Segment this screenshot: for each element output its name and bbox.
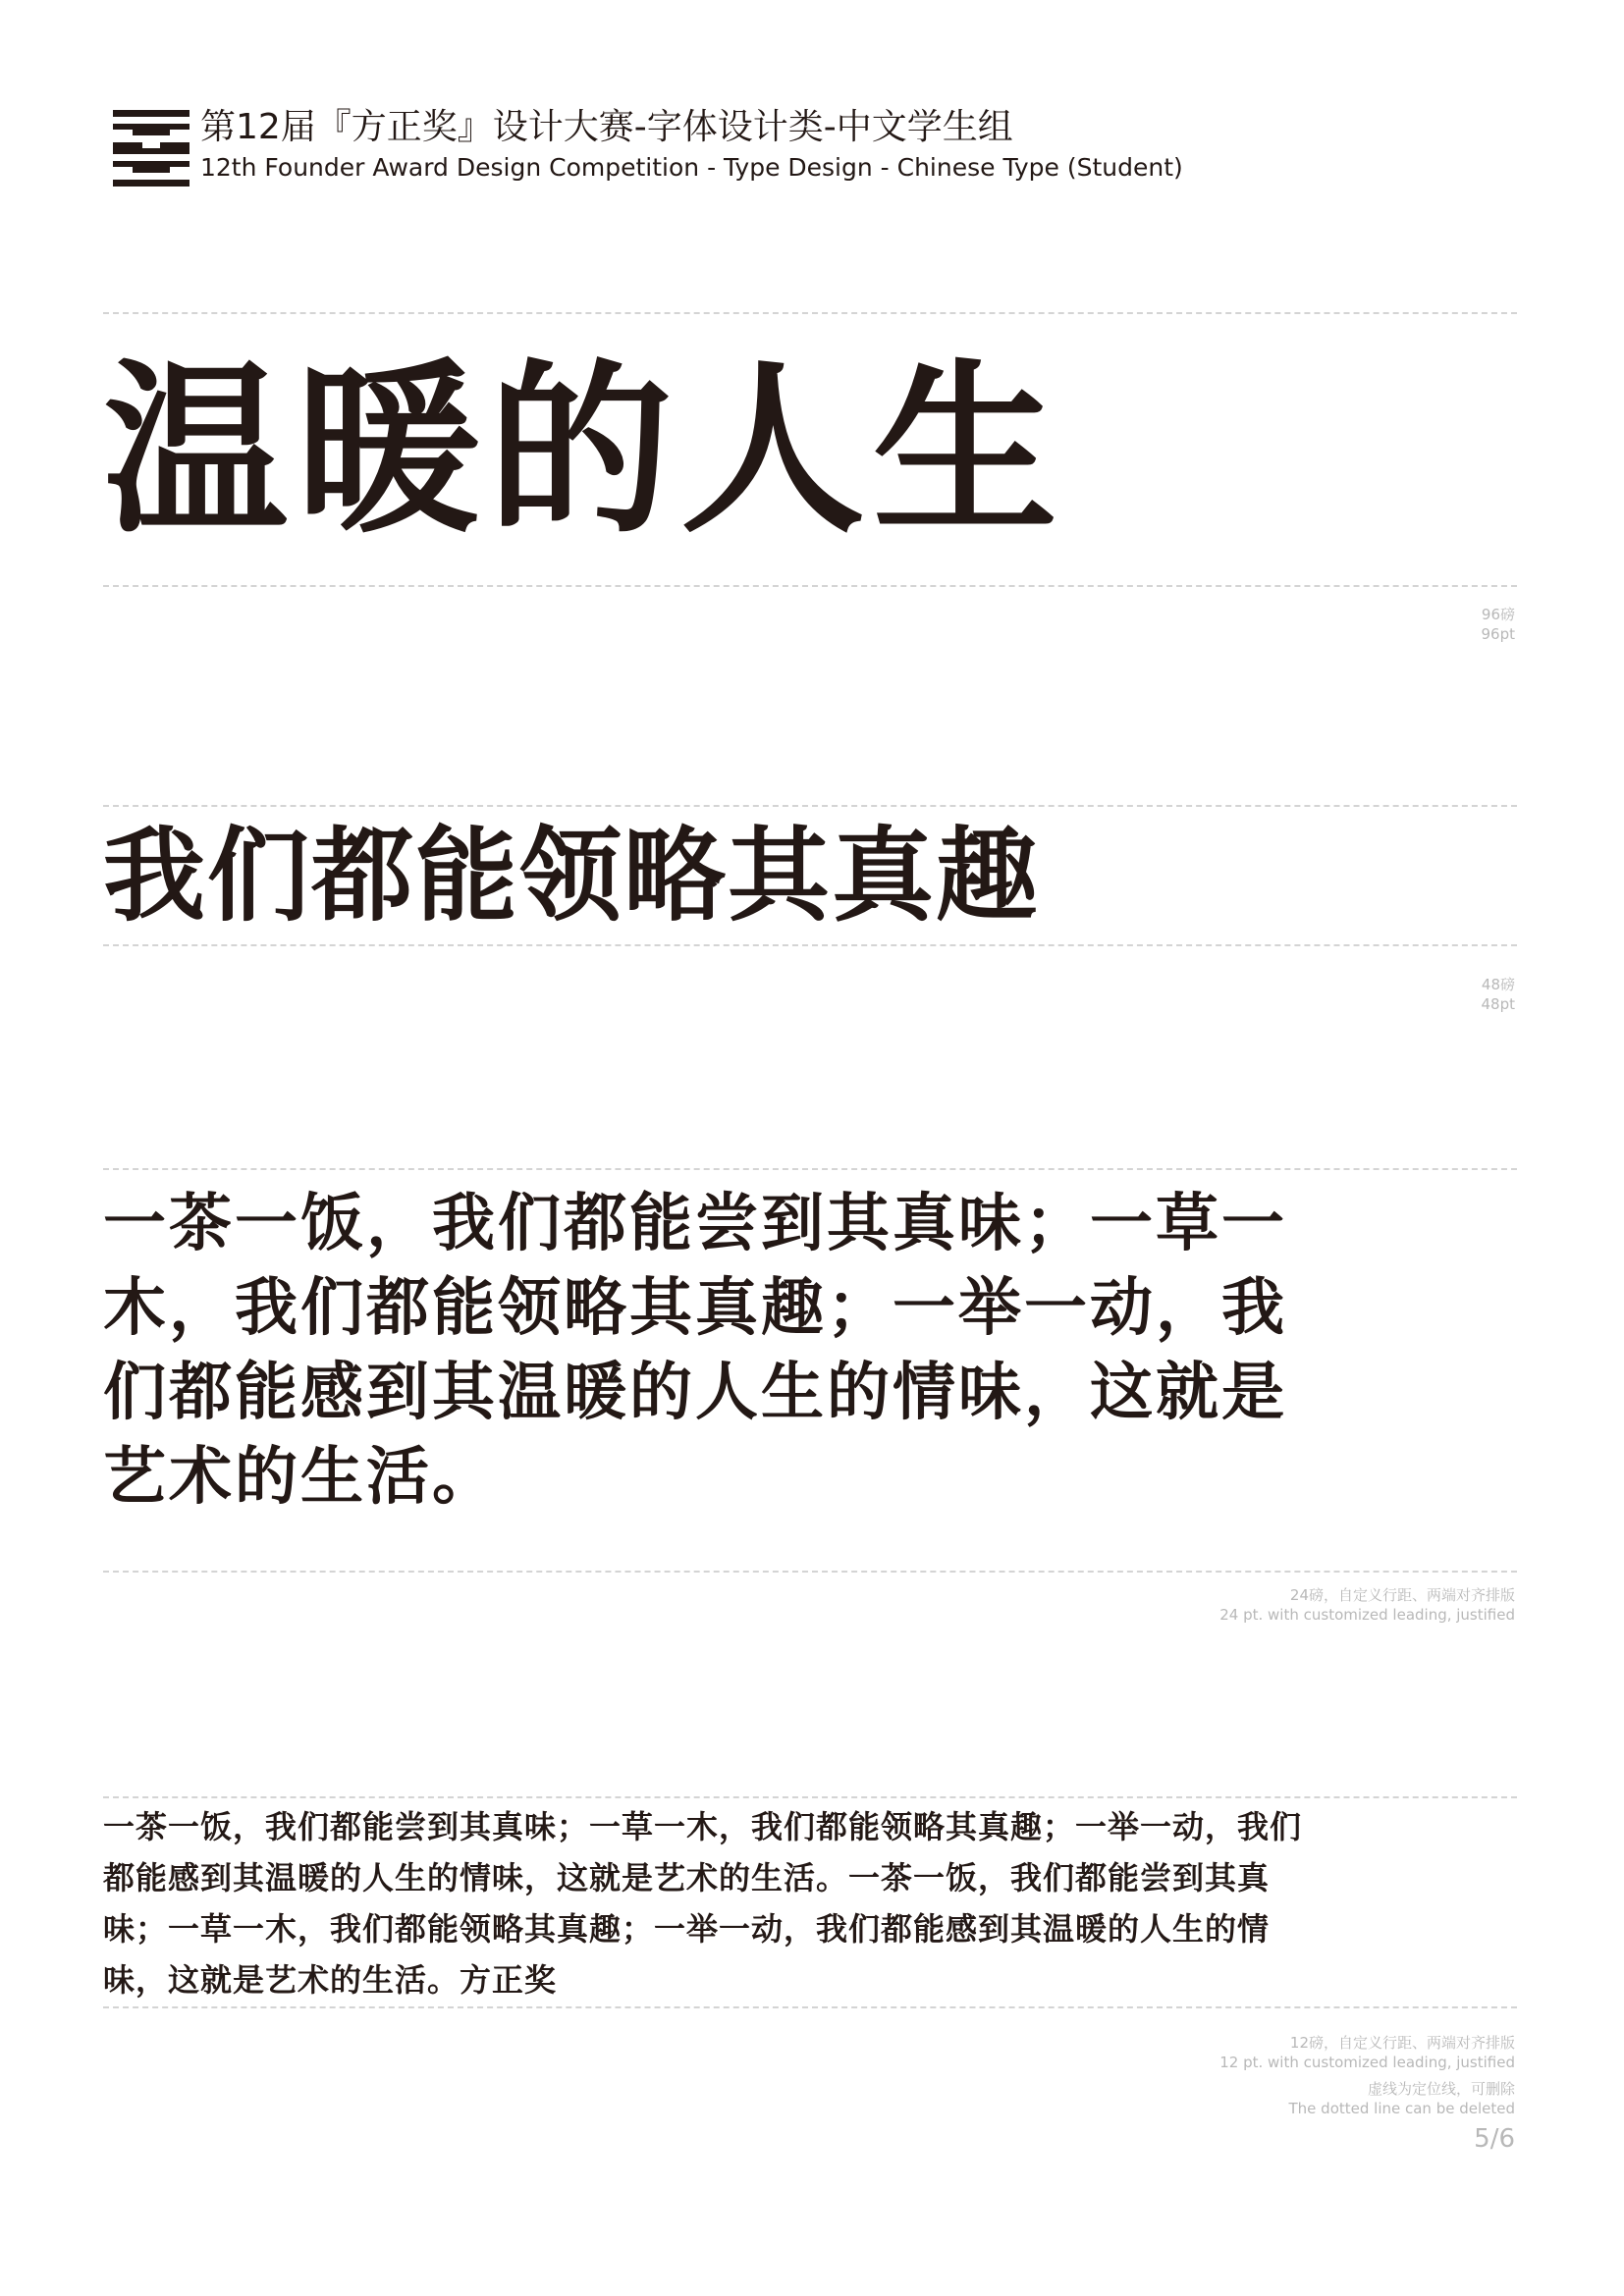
- guide-note-en: The dotted line can be deleted: [1288, 2100, 1515, 2117]
- guide-line: [103, 944, 1517, 946]
- founder-logo-icon: [113, 110, 189, 187]
- guide-line: [103, 1571, 1517, 1573]
- caption-48pt-cn: 48磅: [1481, 976, 1515, 993]
- caption-12pt-cn: 12磅，自定义行距、两端对齐排版: [1289, 2034, 1515, 2052]
- caption-96pt-cn: 96磅: [1481, 606, 1515, 623]
- sample-48pt: 我们都能领略其真趣: [103, 816, 1041, 935]
- guide-note-cn: 虚线为定位线，可删除: [1367, 2080, 1515, 2098]
- competition-title-cn: 第12届『方正奖』设计大赛-字体设计类-中文学生组: [200, 107, 1013, 147]
- guide-line: [103, 585, 1517, 587]
- caption-12pt-en: 12 pt. with customized leading, justified: [1219, 2054, 1515, 2071]
- competition-title-en: 12th Founder Award Design Competition - Type Design - Chinese Type (Student): [200, 153, 1183, 182]
- caption-96pt-en: 96pt: [1481, 625, 1515, 643]
- caption-24pt-cn: 24磅，自定义行距、两端对齐排版: [1289, 1586, 1515, 1604]
- sample-12pt-paragraph: 一茶一饭，我们都能尝到其真味；一草一木，我们都能领略其真趣；一举一动，我们都能感到其温暖的人生的情味，这就是艺术的生活。一茶一饭，我们都能尝到其真味；一草一木，我们都能领略其真趣；一举一动，我们都能感到其温暖的人生的情味，这就是艺术的生活。方正奖: [103, 1808, 1303, 1999]
- guide-line: [103, 1796, 1517, 1798]
- guide-line: [103, 1168, 1517, 1170]
- page-number: 5/6: [1474, 2124, 1515, 2154]
- caption-24pt-en: 24 pt. with customized leading, justified: [1219, 1606, 1515, 1624]
- caption-48pt-en: 48pt: [1481, 995, 1515, 1013]
- sample-96pt: 温暖的人生: [103, 344, 1065, 559]
- guide-line: [103, 2006, 1517, 2008]
- sample-24pt-paragraph: 一茶一饭，我们都能尝到其真味；一草一木，我们都能领略其真趣；一举一动，我们都能感到其温暖的人生的情味，这就是艺术的生活。: [103, 1188, 1287, 1514]
